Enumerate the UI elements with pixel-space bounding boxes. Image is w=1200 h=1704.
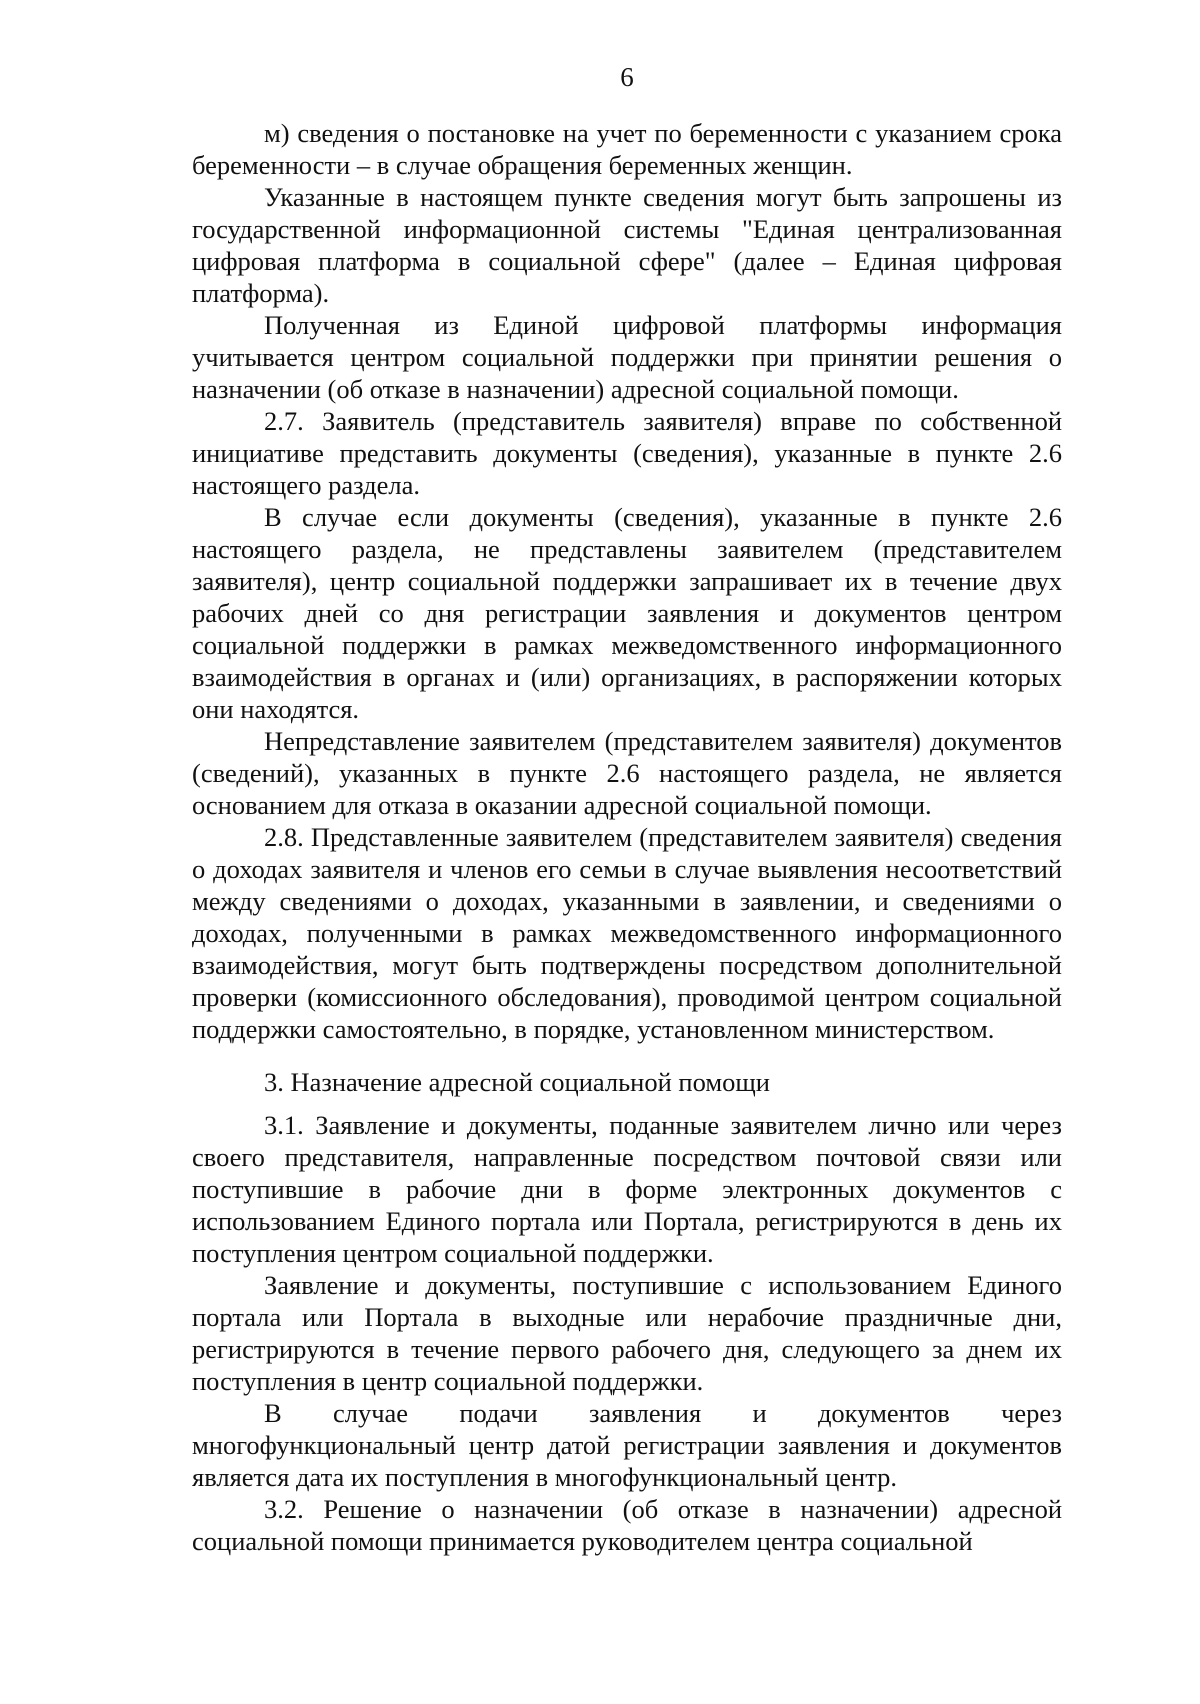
paragraph-2-7: 2.7. Заявитель (представитель заявителя) вправе по собственной инициативе представить документы (сведения), указанные в пункте 2.6 настоящего раздела.: [192, 406, 1062, 500]
paragraph-pregnancy-info: м) сведения о постановке на учет по беременности с указанием срока беременности – в случае обращения беременных женщин.: [192, 118, 1062, 180]
section-heading: 3. Назначение адресной социальной помощи: [264, 1067, 770, 1097]
page-number: 6: [620, 62, 634, 92]
paragraph-3-2: 3.2. Решение о назначении (об отказе в назначении) адресной социальной помощи принимается руководителем центра социальной: [192, 1494, 1062, 1556]
paragraph-mfc-registration: В случае подачи заявления и документов через многофункциональный центр датой регистрации заявления и документов является дата их поступления в многофункциональный центр.: [192, 1398, 1062, 1492]
paragraph-interagency-request: В случае если документы (сведения), указанные в пункте 2.6 настоящего раздела, не представлены заявителем (представителем заявителя), центр социальной поддержки запрашивает их в течение двух рабочих дней со дня регистрации заявления и документов центром социальной поддержки в рамках межведомственного информационного взаимодействия в органах и (или) организациях, в распоряжении которых они находятся.: [192, 502, 1062, 724]
paragraph-non-submission: Непредставление заявителем (представителем заявителя) документов (сведений), указанных в пункте 2.6 настоящего раздела, не является основанием для отказа в оказании адресной социальной помощи.: [192, 726, 1062, 820]
paragraph-platform-info-usage: Полученная из Единой цифровой платформы информация учитывается центром социальной поддержки при принятии решения о назначении (об отказе в назначении) адресной социальной помощи.: [192, 310, 1062, 404]
paragraph-digital-platform: Указанные в настоящем пункте сведения могут быть запрошены из государственной информационной системы "Единая централизованная цифровая платформа в социальной сфере" (далее – Единая цифровая платформа).: [192, 182, 1062, 308]
paragraph-weekend-registration: Заявление и документы, поступившие с использованием Единого портала или Портала в выходные или нерабочие праздничные дни, регистрируются в течение первого рабочего дня, следующего за днем их поступления в центр социальной поддержки.: [192, 1270, 1062, 1396]
paragraph-3-1: 3.1. Заявление и документы, поданные заявителем лично или через своего представителя, направленные посредством почтовой связи или поступившие в рабочие дни в форме электронных документов с использованием Единого портала или Портала, регистрируются в день их поступления центром социальной поддержки.: [192, 1110, 1062, 1268]
paragraph-2-8: 2.8. Представленные заявителем (представителем заявителя) сведения о доходах заявителя и членов его семьи в случае выявления несоответствий между сведениями о доходах, указанными в заявлении, и сведениями о доходах, полученными в рамках межведомственного информационного взаимодействия, могут быть подтверждены посредством дополнительной проверки (комиссионного обследования), проводимой центром социальной поддержки самостоятельно, в порядке, установленном министерством.: [192, 822, 1062, 1044]
